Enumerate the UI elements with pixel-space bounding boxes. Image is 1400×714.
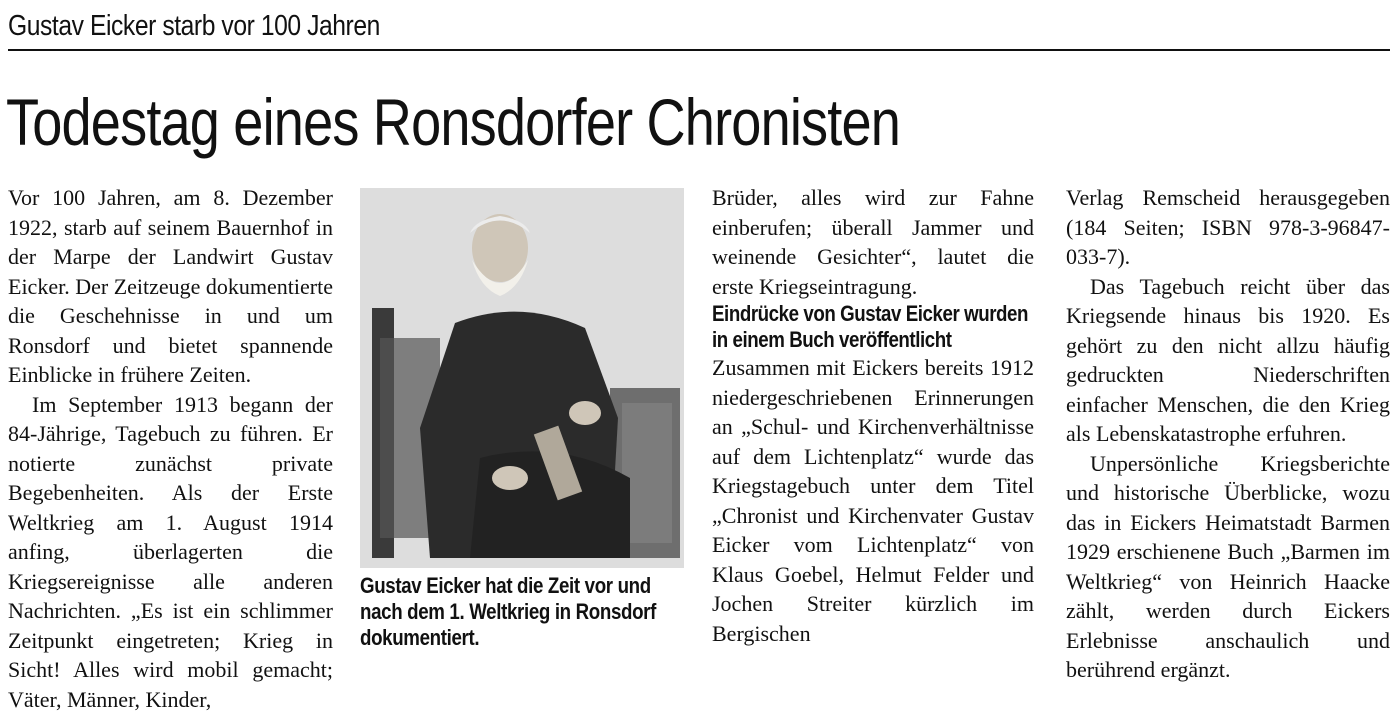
paragraph: Unpersönliche Kriegsberichte und historische Überblicke, wozu das in Eickers Heimatstadt Barmen 1929 erschienene Buch „Barmen im Weltkrieg“ von Heinrich Haacke zählt, werden durch Eickers Erlebnisse anschaulich und berührend ergänzt. [1066,449,1390,685]
paragraph: Vor 100 Jahren, am 8. Dezember 1922, starb auf seinem Bauernhof in der Marpe der Landwirt Gustav Eicker. Der Zeitzeuge dokumentierte die Geschehnisse in und um Ronsdorf und bietet spannende Einblicke in frühere Zeiten. [8,183,333,390]
paragraph: Zusammen mit Eickers bereits 1912 niedergeschriebenen Erinnerungen an „Schul- und Kirchenverhältnisse auf dem Lichtenplatz“ wurde das Kriegstagebuch unter dem Titel „Chronist und Kirchenvater Gustav Eicker vom Lichtenplatz“ von Klaus Goebel, Helmut Felder und Jochen Streiter kürzlich im Bergischen [712,353,1034,648]
paragraph: Im September 1913 begann der 84-Jährige, Tagebuch zu führen. Er notierte zunächst private Begebenheiten. Als der Erste Weltkrieg am 1. August 1914 anfing, überlagerten die Kriegsereignisse alle anderen Nachrichten. „Es ist ein schlimmer Zeitpunkt eingetreten; Krieg in Sicht! Alles wird mobil gemacht; Väter, Männer, Kinder, [8,390,333,714]
section-subheading: Eindrücke von Gustav Eicker wurden in einem Buch veröffentlicht [712,301,1035,353]
portrait-photo [360,188,684,568]
text-column-4 [1066,183,1390,685]
text-column-1 [8,183,333,714]
paragraph: Verlag Remscheid herausgegeben (184 Seiten; ISBN 978-3-96847-033-7). [1066,183,1390,272]
photo-caption: Gustav Eicker hat die Zeit vor und nach dem 1. Weltkrieg in Ronsdorf dokumentiert. [360,573,683,651]
kicker-rule [8,49,1390,51]
article-kicker: Gustav Eicker starb vor 100 Jahren [8,10,380,43]
portrait-illustration [360,188,684,568]
paragraph: Brüder, alles wird zur Fahne einberufen; überall Jammer und weinende Gesichter“, lautet die erste Kriegseintragung. [712,183,1034,301]
article-headline: Todestag eines Ronsdorfer Chronisten [6,82,900,162]
text-column-3 [712,183,1034,648]
paragraph: Das Tagebuch reicht über das Kriegsende hinaus bis 1920. Es gehört zu den nicht allzu häufig gedruckten Niederschriften einfacher Menschen, die den Krieg als Lebenskatastrophe erfuhren. [1066,272,1390,449]
